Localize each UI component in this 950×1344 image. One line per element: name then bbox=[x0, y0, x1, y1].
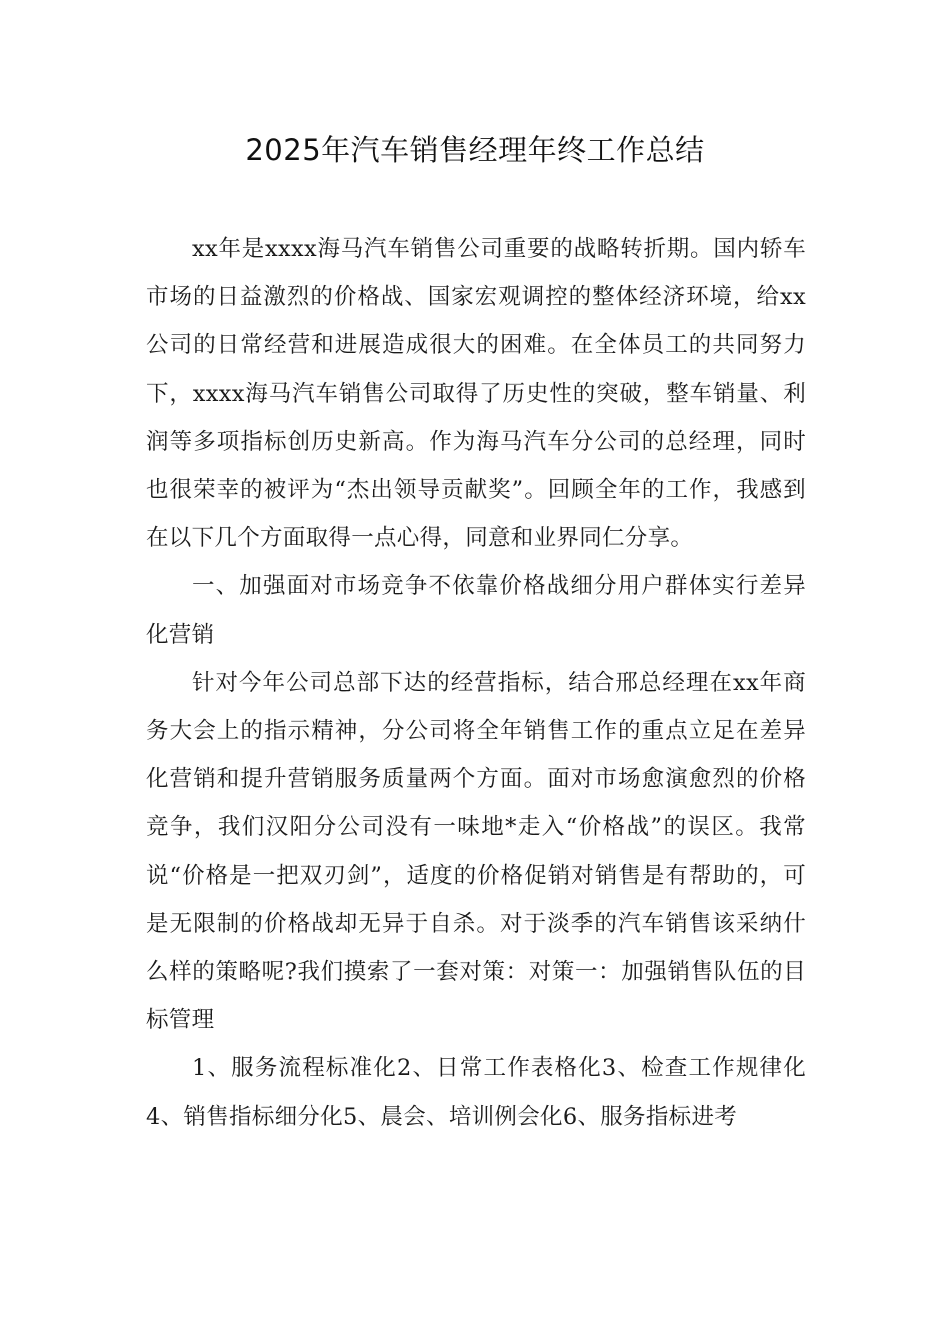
paragraph-measures: 1、服务流程标准化2、日常工作表格化3、检查工作规律化4、销售指标细分化5、晨会、培训例会化6、服务指标进考 bbox=[146, 1055, 806, 1130]
paragraph-intro: xx年是xxxx海马汽车销售公司重要的战略转折期。国内轿车市场的日益激烈的价格战、国家宏观调控的整体经济环境，给xx公司的日常经营和进展造成很大的困难。在全体员工的共同努力下，xxxx海马汽车销售公司取得了历史性的突破，整车销量、利润等多项指标创历史新高。作为海马汽车分公司的总经理，同时也很荣幸的被评为“杰出领导贡献奖”。回顾全年的工作，我感到在以下几个方面取得一点心得，同意和业界同仁分享。 bbox=[146, 236, 806, 552]
document-title: 2025年汽车销售经理年终工作总结 bbox=[245, 133, 705, 167]
section-heading-1: 一、加强面对市场竞争不依靠价格战细分用户群体实行差异化营销 bbox=[146, 573, 806, 648]
paragraph-strategy: 针对今年公司总部下达的经营指标，结合邢总经理在xx年商务大会上的指示精神，分公司将全年销售工作的重点立足在差异化营销和提升营销服务质量两个方面。面对市场愈演愈烈的价格竞争，我们汉阳分公司没有一味地*走入“价格战”的误区。我常说“价格是一把双刃剑”，适度的价格促销对销售是有帮助的，可是无限制的价格战却无异于自杀。对于淡季的汽车销售该采纳什么样的策略呢?我们摸索了一套对策：对策一：加强销售队伍的目标管理 bbox=[146, 669, 806, 1034]
document-body bbox=[146, 225, 806, 1141]
